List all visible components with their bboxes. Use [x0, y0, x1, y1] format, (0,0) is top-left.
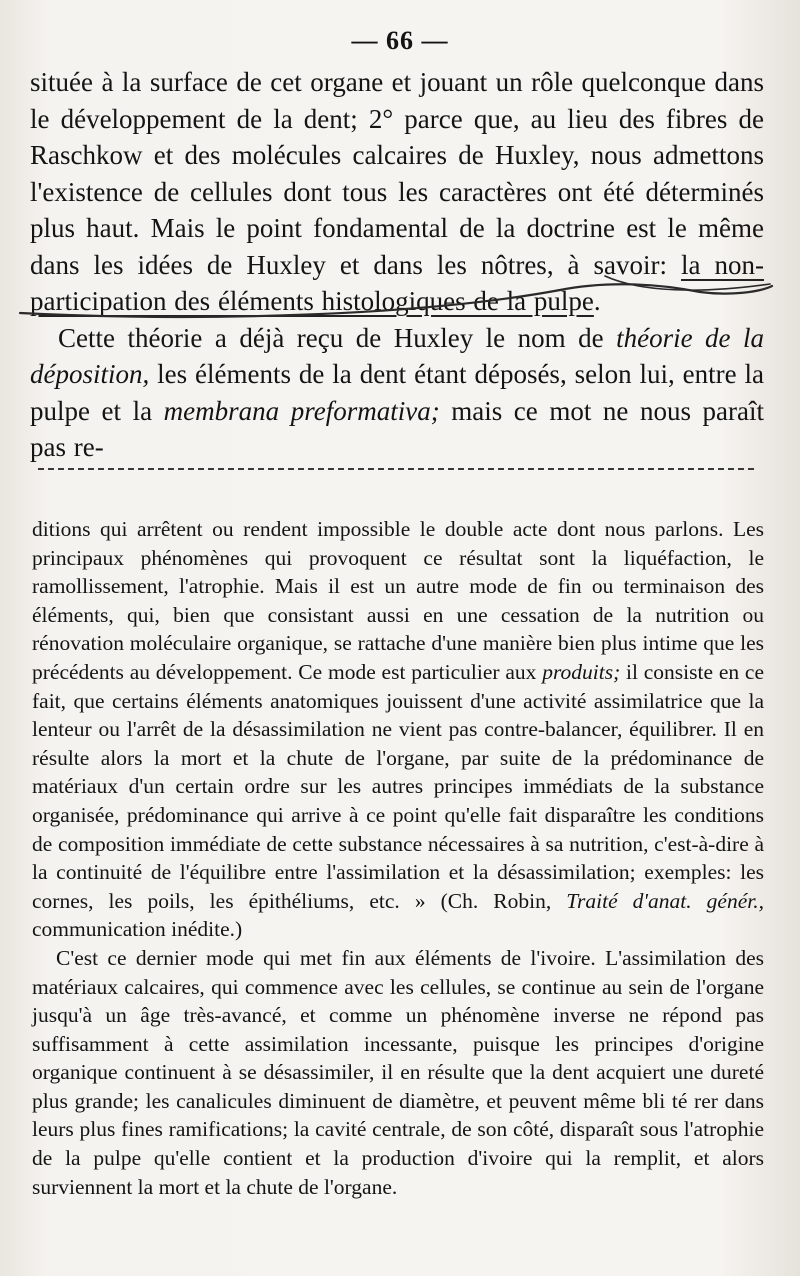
- footnote-1-text-c: communication inédite.): [32, 917, 243, 942]
- main-paragraph-2-text-c: mais ce mot ne nous paraît pas re-: [30, 395, 764, 462]
- main-paragraph-2: [30, 320, 764, 466]
- footnote-separator: [38, 468, 754, 470]
- italic-term-membrana: membrana preformativa;: [163, 395, 440, 426]
- footnote-text: [32, 515, 764, 1201]
- main-paragraph-1-end: .: [593, 286, 601, 316]
- footnote-1-text-b: il consiste en ce fait, que certains éléments anatomiques jouissent d'une activité assimilatrice que la lenteur ou l'arrêt de la désassimilation ne vient pas contre-balancer, équilibrer. Il en résulte alors la mort et la chute de l'organe, par suite de la prédominance de matériaux d'un certain ordre sur les autres principes immédiats de la substance organisée, prédominance qui arrive à ce point qu'elle fait disparaître les conditions de composition immédiate de cette substance nécessaires à sa nutrition, c'est-à-dire à la continuité de l'équilibre entre l'assimilation et la désassimilation; exemples: les cornes, les poils, les épithéliums, etc. » (Ch. Robin,: [32, 659, 764, 913]
- footnote-paragraph-1: [32, 515, 764, 944]
- italic-citation: Traité d'anat. génér.,: [566, 888, 764, 913]
- main-paragraph-1-text: située à la surface de cet organe et jouant un rôle quelconque dans le développement de la dent; 2° parce que, au lieu des fibres de Raschkow et des molécules calcaires de Huxley, nous admettons l'existence de cellules dont tous les caractères ont été déterminés plus haut. Mais le point fondamental de la doctrine est le même dans les idées de Huxley et dans les nôtres, à savoir:: [30, 67, 764, 280]
- italic-term-produits: produits;: [542, 659, 621, 684]
- main-text: [30, 64, 764, 466]
- main-paragraph-2-text-b: les éléments de la dent étant déposés, selon lui, entre la pulpe et la: [30, 359, 764, 426]
- footnote-1-text-a: ditions qui arrêtent ou rendent impossible le double acte dont nous parlons. Les principaux phénomènes qui provoquent ce résultat sont la liquéfaction, le ramollissement, l'atrophie. Mais il est un autre mode de fin ou terminaison des éléments, qui, bien que consistant aussi en une cessation de la nutrition ou rénovation moléculaire organique, se rattache d'une manière bien plus intime que les précédents au développement. Ce mode est particulier aux: [32, 517, 764, 684]
- main-paragraph-1: [30, 64, 764, 320]
- underlined-phrase: la non-participation des éléments histologiques de la pulpe: [30, 249, 764, 316]
- main-paragraph-2-text-a: Cette théorie a déjà reçu de Huxley le nom de: [58, 322, 617, 353]
- footnote-paragraph-2: C'est ce dernier mode qui met fin aux éléments de l'ivoire. L'assimilation des matériaux calcaires, qui commence avec les cellules, se continue au sein de l'organe jusqu'à un âge très-avancé, et comme un phénomène inverse ne répond pas suffisamment à cette assimilation incessante, puisque les principes d'origine organique continuent à se désassimiler, il en résulte que la dent acquiert une dureté plus grande; les canalicules diminuent de diamètre, et peuvent même bli té rer dans leurs plus fines ramifications; la cavité centrale, de son côté, disparaît sous l'atrophie de la pulpe qu'elle contient et la production d'ivoire qui la remplit, et alors surviennent la mort et la chute de l'organe.: [32, 945, 764, 1199]
- italic-term-deposition: théorie de la déposition,: [30, 322, 764, 389]
- page-number: — 66 —: [351, 26, 449, 55]
